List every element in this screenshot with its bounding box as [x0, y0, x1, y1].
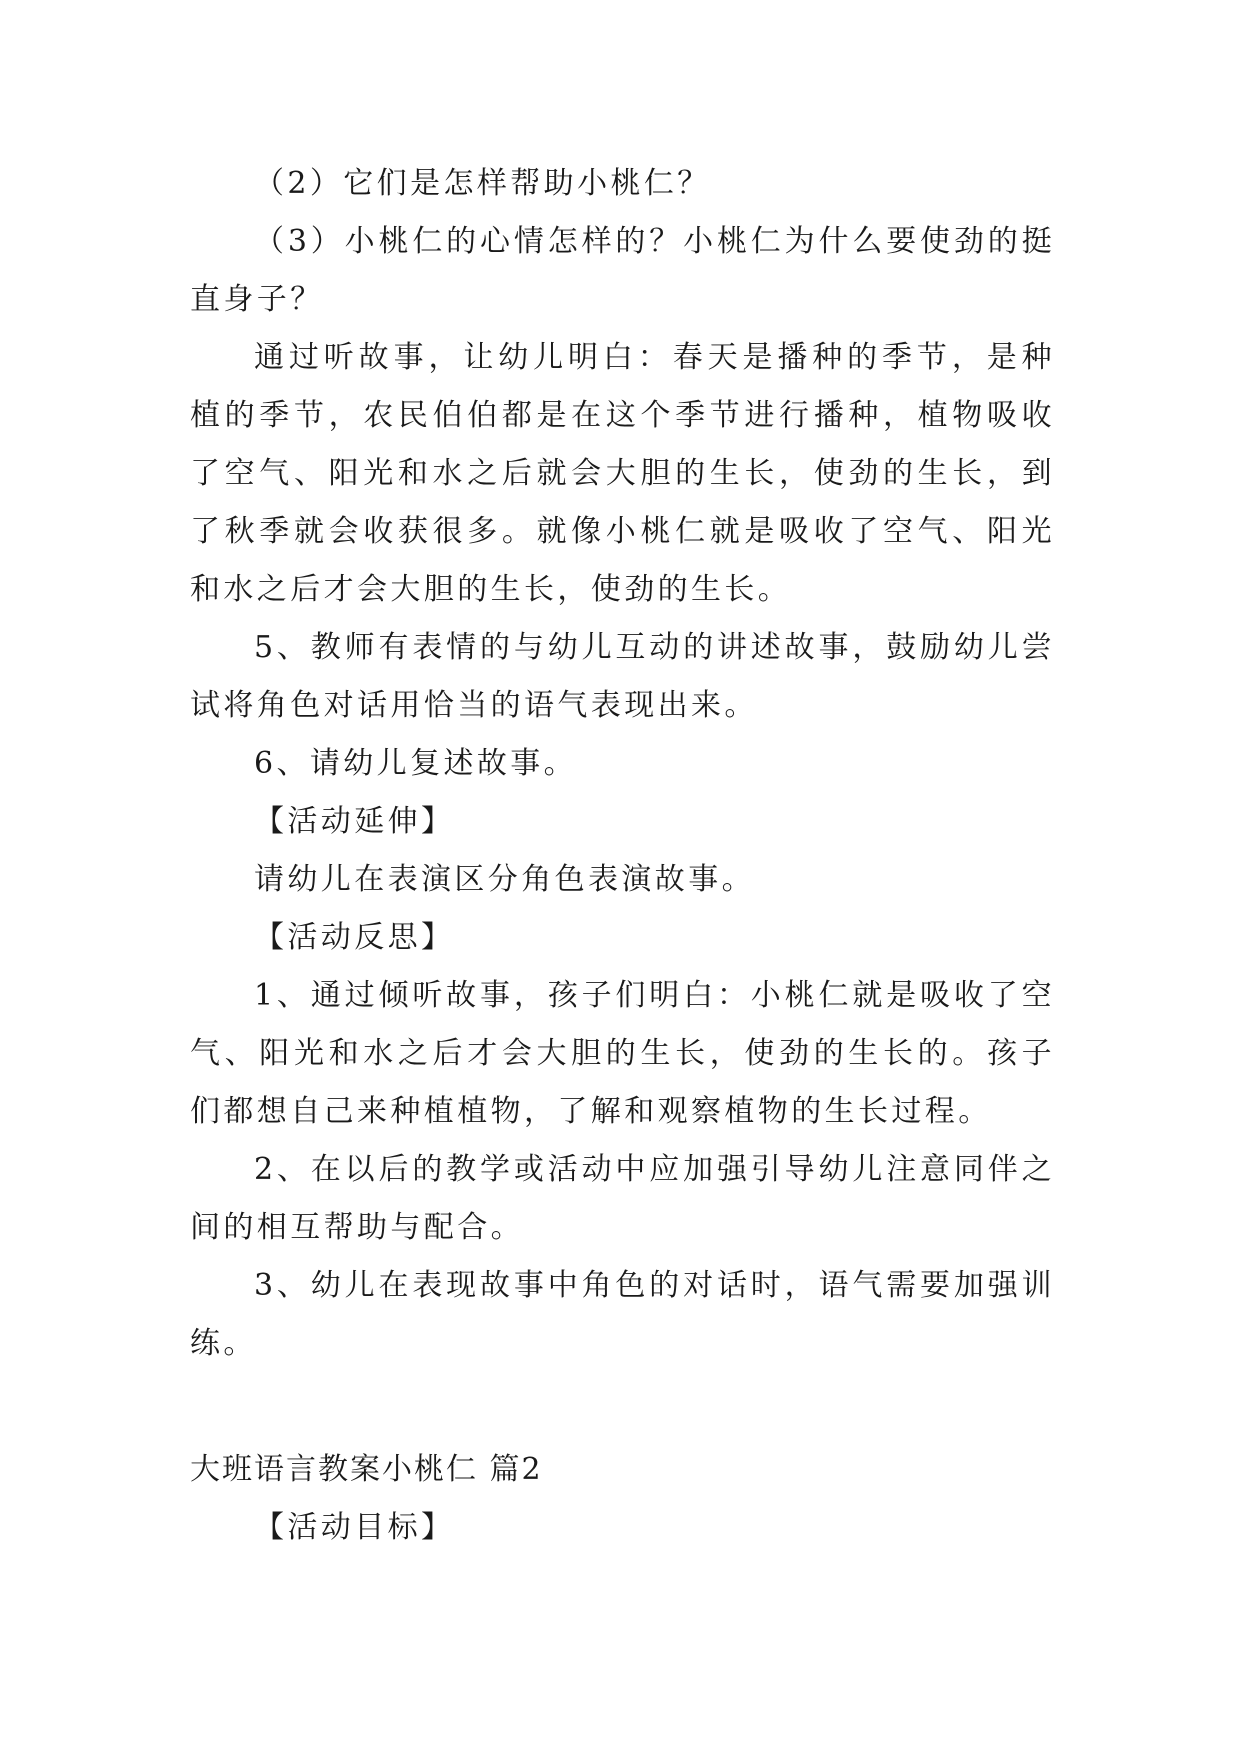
section-heading-reflection: 【活动反思】	[254, 920, 455, 955]
paragraph: 通过听故事，让幼儿明白：春天是播种的季节，是种植的季节，农民伯伯都是在这个季节进行播种，植物吸收了空气、阳光和水之后就会大胆的生长，使劲的生长，到了秋季就会收获很多。就像小桃仁就是吸收了空气、阳光和水之后才会大胆的生长，使劲的生长。	[190, 340, 1055, 607]
section-heading-extension: 【活动延伸】	[254, 804, 455, 839]
paragraph: （2）它们是怎样帮助小桃仁？	[254, 166, 711, 201]
paragraph: 3、幼儿在表现故事中角色的对话时，语气需要加强训练。	[190, 1268, 1055, 1361]
paragraph: 6、请幼儿复述故事。	[254, 746, 578, 781]
section-title: 大班语言教案小桃仁 篇2	[190, 1452, 543, 1487]
paragraph: 2、在以后的教学或活动中应加强引导幼儿注意同伴之间的相互帮助与配合。	[190, 1152, 1055, 1245]
spacer	[190, 1373, 1055, 1441]
paragraph: 5、教师有表情的与幼儿互动的讲述故事，鼓励幼儿尝试将角色对话用恰当的语气表现出来。	[190, 630, 1055, 723]
paragraph: 1、通过倾听故事，孩子们明白：小桃仁就是吸收了空气、阳光和水之后才会大胆的生长，使劲的生长的。孩子们都想自己来种植植物，了解和观察植物的生长过程。	[190, 978, 1055, 1129]
document-body	[190, 155, 1055, 1557]
section-heading-goals: 【活动目标】	[254, 1510, 455, 1545]
paragraph: 请幼儿在表演区分角色表演故事。	[254, 862, 755, 897]
paragraph: （3）小桃仁的心情怎样的？小桃仁为什么要使劲的挺直身子？	[190, 224, 1055, 317]
